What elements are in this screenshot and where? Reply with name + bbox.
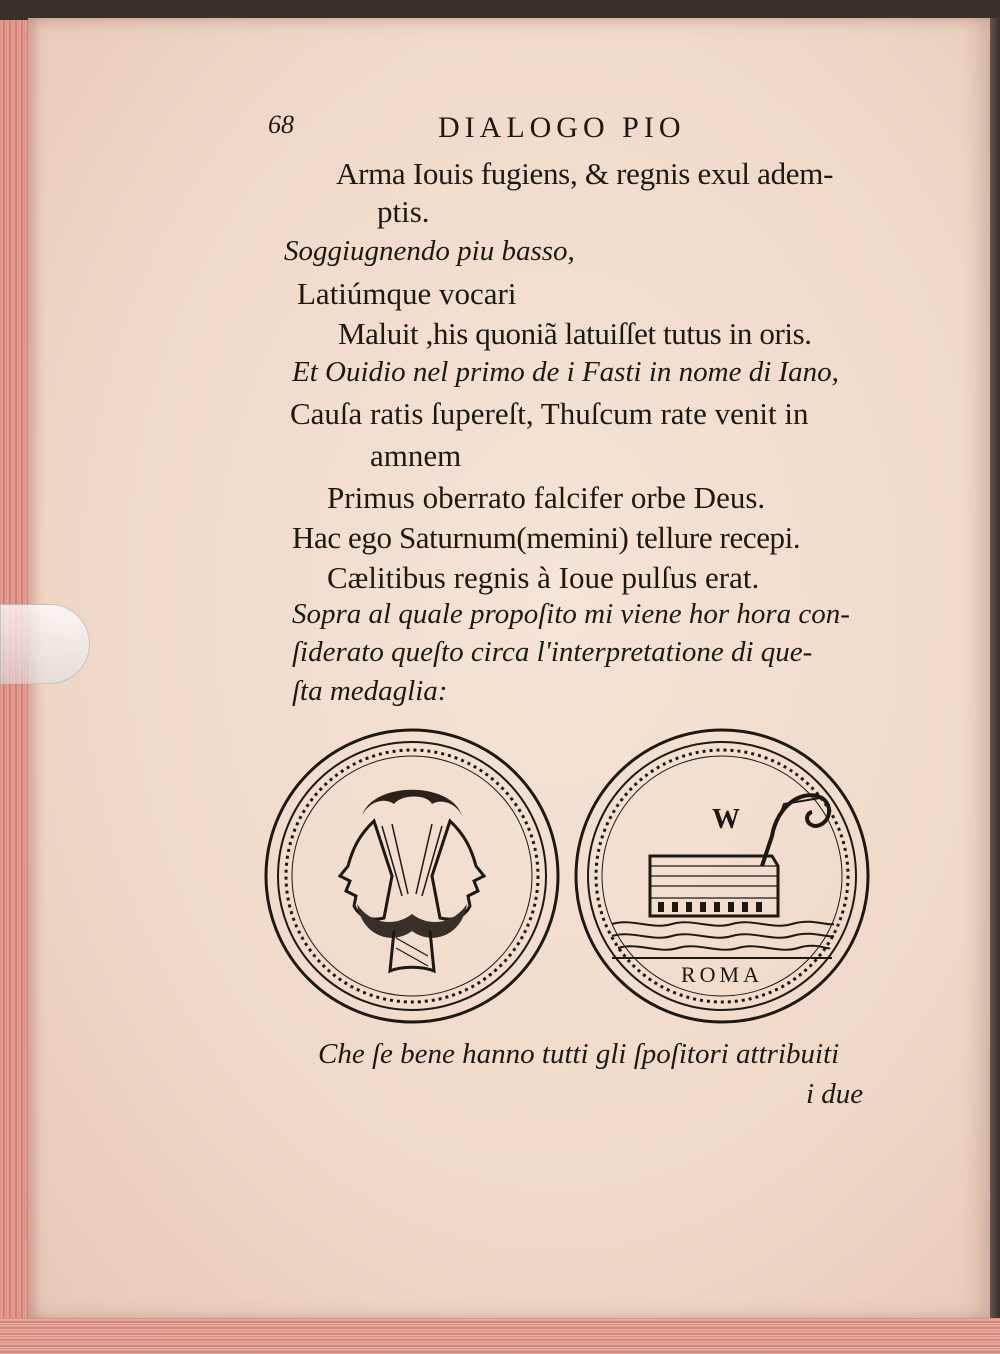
page-edges-bottom bbox=[0, 1318, 1000, 1354]
text-line: Cælitibus regnis à Ioue pulſus erat. bbox=[327, 560, 760, 595]
text-line: Cauſa ratis ſupereſt, Thuſcum rate venit in bbox=[290, 396, 809, 431]
catchword: i due bbox=[806, 1078, 864, 1110]
janus-medal-woodcut bbox=[262, 726, 562, 1026]
text-line: amnem bbox=[370, 438, 462, 473]
medal-mark: W bbox=[712, 804, 740, 835]
text-line: Che ſe bene hanno tutti gli ſpoſitori attribuiti bbox=[318, 1038, 840, 1070]
text-line: Sopra al quale propoſito mi viene hor hora con- bbox=[292, 598, 850, 630]
text-line: Soggiugnendo piu basso, bbox=[284, 235, 575, 267]
text-line: ptis. bbox=[377, 194, 430, 229]
running-title: DIALOGO PIO bbox=[438, 111, 686, 144]
text-line: Latiúmque vocari bbox=[297, 276, 517, 311]
medal-inscription: ROMA bbox=[680, 962, 764, 987]
text-line: Primus oberrato falcifer orbe Deus. bbox=[327, 480, 766, 515]
book-page bbox=[28, 18, 990, 1320]
page-number: 68 bbox=[268, 110, 294, 139]
bookmark-ribbon bbox=[0, 604, 90, 684]
text-line: Hac ego Saturnum(memini) tellure recepi. bbox=[292, 520, 801, 555]
text-line: ſta medaglia: bbox=[292, 675, 448, 707]
text-line: Et Ouidio nel primo de i Fasti in nome di Iano, bbox=[292, 356, 839, 388]
text-line: ſiderato queſto circa l'interpretatione di que- bbox=[292, 636, 813, 668]
text-line: Arma Iouis fugiens, & regnis exul adem- bbox=[336, 156, 834, 191]
ship-medal-woodcut bbox=[572, 726, 872, 1026]
text-line: Maluit ,his quoniã latuiſſet tutus in oris. bbox=[338, 316, 812, 351]
